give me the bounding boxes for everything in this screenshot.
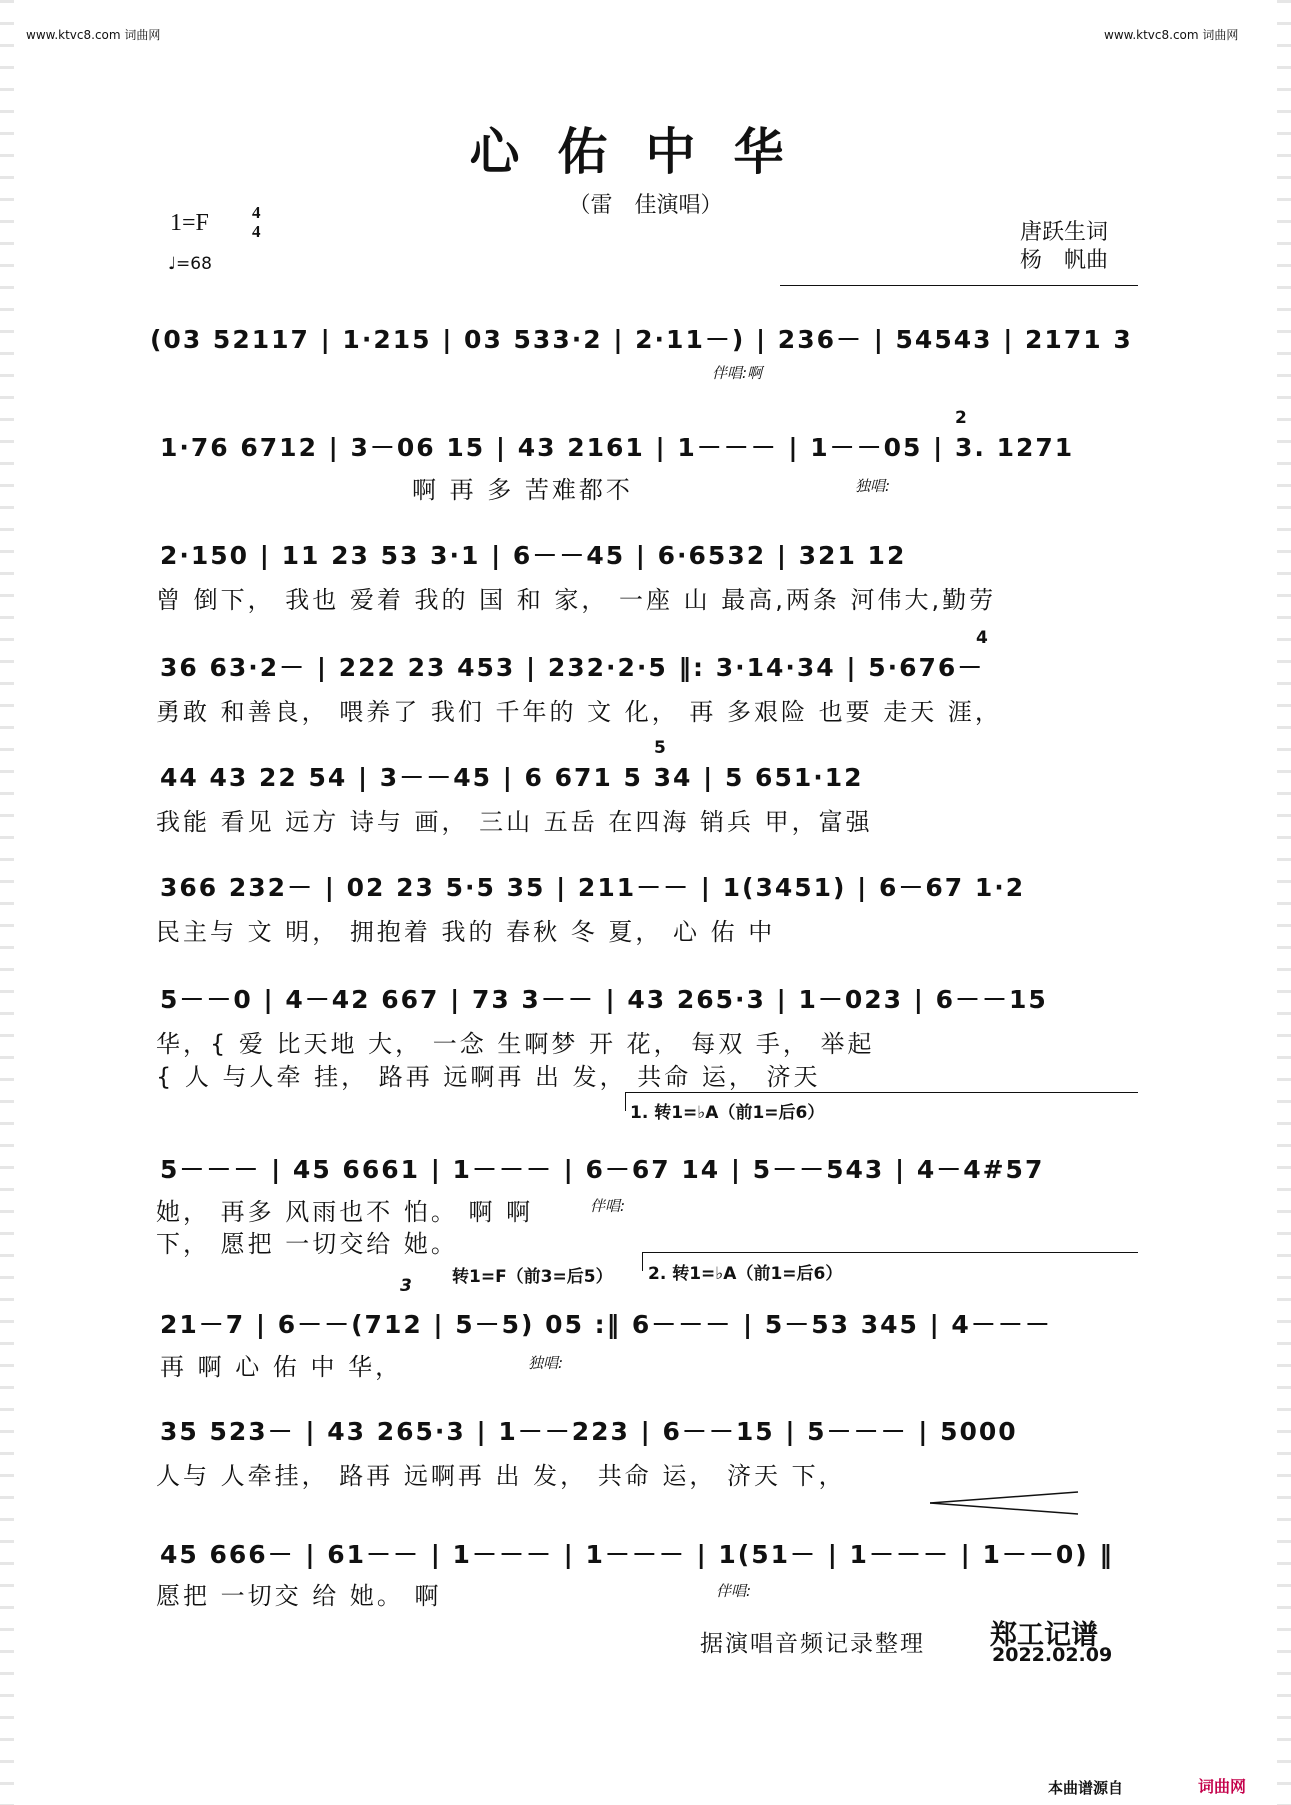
score-line-5: 44 43 22 54 | 3－－45 | 6 671 5 34 | 5 651·12 (160, 763, 864, 792)
key-signature: 1=F (170, 210, 209, 236)
line-8-label: 伴唱: (590, 1197, 626, 1215)
score-line-1: (03 52117 | 1·215 | 03 533·2 | 2·11－) | 236－ | 54543 | 2171 3 (150, 325, 1133, 354)
line-1-label: 伴唱:啊 (712, 364, 763, 382)
volta-2-label: 2. 转1=♭A（前1=后6） (648, 1264, 843, 1284)
lyrics-line-7a: 华，{ 爱 比天地 大， 一念 生啊梦 开 花， 每双 手， 举起 (156, 1030, 875, 1058)
site-header-left: www.ktvc8.com 词曲网 (26, 28, 161, 42)
tempo-mark: ♩=68 (168, 254, 212, 274)
lyrics-line-10: 人与 人牵挂， 路再 远啊再 出 发， 共命 运， 济天 下， (156, 1462, 846, 1490)
brand-link[interactable]: 词曲网 (1198, 1777, 1247, 1796)
time-bottom: 4 (252, 222, 261, 241)
lyrics-line-4: 勇敢 和善良， 喂养了 我们 千年的 文 化， 再 多艰险 也要 走天 涯， (156, 698, 1002, 726)
score-line-6: 366 232－ | 02 23 5·5 35 | 211－－ | 1(3451) | 6－67 1·2 (160, 873, 1026, 902)
song-title: 心佑中华 (469, 122, 822, 181)
composer-credit: 杨 帆曲 (1020, 248, 1109, 273)
score-line-10: 35 523－ | 43 265·3 | 1－－223 | 6－－15 | 5－－－ | 5000 (160, 1417, 1018, 1446)
meter-change-5: 5 (654, 738, 666, 758)
score-line-2: 1·76 6712 | 3－06 15 | 43 2161 | 1－－－ | 1－－05 | 3. 1271 (160, 433, 1075, 462)
modulation-label: 转1=F（前3=后5） (452, 1267, 613, 1287)
lyrics-line-8b: 下， 愿把 一切交给 她。 (156, 1230, 458, 1258)
phrase-slur-line (780, 285, 1138, 286)
lyrics-line-8a: 她， 再多 风雨也不 怕。 啊 啊 (156, 1198, 534, 1226)
score-line-11: 45 666－ | 61－－ | 1－－－ | 1－－－ | 1(51－ | 1－－－ | 1－－0) ‖ (160, 1540, 1114, 1569)
lyrics-line-11: 愿把 一切交 给 她。 啊 (156, 1582, 442, 1610)
lyricist-credit: 唐跃生词 (1020, 220, 1109, 245)
left-edge-watermark (0, 0, 14, 1805)
lyrics-line-9: 再 啊 心 佑 中 华， (160, 1353, 403, 1381)
score-line-9: 21－7 | 6－－(712 | 5－5) 05 :‖ 6－－－ | 5－53 345 | 4－－－ (160, 1310, 1052, 1339)
site-header-right: www.ktvc8.com 词曲网 (1104, 28, 1239, 42)
score-line-4: 36 63·2－ | 222 23 453 | 232·2·5 ‖: 3·14·34 | 5·676－ (160, 653, 985, 682)
line-11-label: 伴唱: (716, 1582, 752, 1600)
lyrics-line-5: 我能 看见 远方 诗与 画， 三山 五岳 在四海 销兵 甲，富强 (156, 808, 873, 836)
performer: （雷 佳演唱） (568, 193, 723, 218)
meter-change-2: 2 (955, 408, 967, 428)
score-line-8: 5－－－ | 45 6661 | 1－－－ | 6－67 14 | 5－－543 | 4－4#57 (160, 1155, 1045, 1184)
time-top: 4 (252, 203, 261, 222)
lyrics-line-7b: { 人 与人牵 挂， 路再 远啊再 出 发， 共命 运， 济天 (156, 1063, 821, 1091)
score-line-3: 2·150 | 11 23 53 3·1 | 6－－45 | 6·6532 | 321 12 (160, 541, 907, 570)
meter-change-4: 4 (976, 628, 988, 648)
right-edge-watermark (1277, 0, 1291, 1805)
source-label: 本曲谱源自 (1048, 1779, 1124, 1797)
line-2-label: 独唱: (855, 477, 891, 495)
transcription-date: 2022.02.09 (992, 1644, 1113, 1666)
triplet-mark: 3 (400, 1276, 412, 1296)
volta-1-label: 1. 转1=♭A（前1=后6） (630, 1103, 825, 1123)
lyrics-line-3: 曾 倒下， 我也 爱着 我的 国 和 家， 一座 山 最高,两条 河伟大,勤劳 (156, 586, 997, 614)
lyrics-line-2: 啊 再 多 苦难都不 (412, 476, 633, 504)
line-9-label: 独唱: (528, 1354, 564, 1372)
crescendo-hairpin (930, 1488, 1080, 1518)
footer-note: 据演唱音频记录整理 (700, 1631, 925, 1657)
score-line-7: 5－－0 | 4－42 667 | 73 3－－ | 43 265·3 | 1－023 | 6－－15 (160, 985, 1048, 1014)
transcriber-signature: 郑工记谱 (990, 1620, 1098, 1651)
lyrics-line-6: 民主与 文 明， 拥抱着 我的 春秋 冬 夏， 心 佑 中 (156, 918, 776, 946)
time-signature (252, 203, 261, 241)
